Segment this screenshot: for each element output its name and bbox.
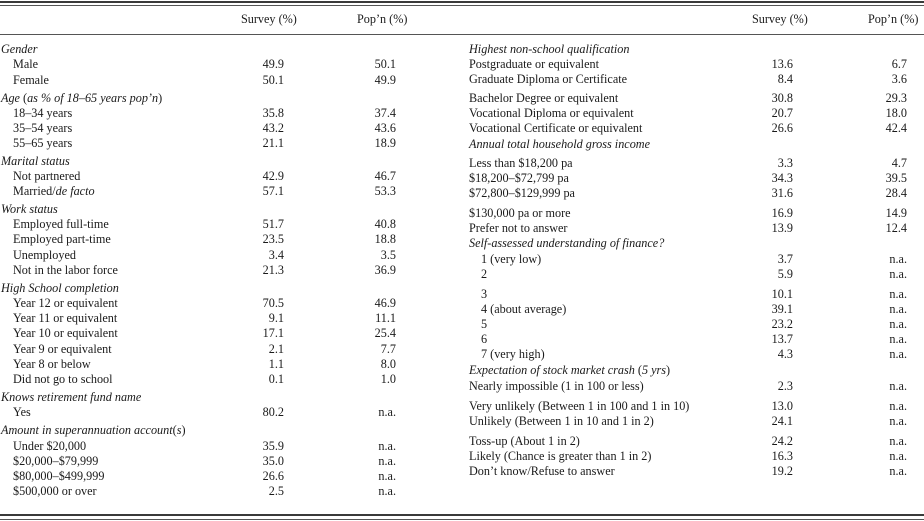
- row-label: Unlikely (Between 1 in 10 and 1 in 2): [469, 414, 654, 428]
- row-label: 4 (about average): [481, 302, 567, 316]
- popn-value: n.a.: [889, 267, 907, 281]
- row-label: $20,000–$79,999: [13, 454, 99, 468]
- survey-value: 19.2: [771, 464, 793, 478]
- popn-value: n.a.: [378, 454, 396, 468]
- popn-value: 18.0: [885, 106, 907, 120]
- popn-value: 4.7: [891, 156, 907, 170]
- group-heading: Work status: [1, 202, 58, 216]
- survey-value: 4.3: [777, 347, 793, 361]
- row-label: Prefer not to answer: [469, 221, 568, 235]
- survey-value: 26.6: [262, 469, 284, 483]
- row-label: 1 (very low): [481, 252, 542, 266]
- survey-value: 26.6: [771, 121, 793, 135]
- survey-value: 13.6: [771, 57, 793, 71]
- row-label: $18,200–$72,799 pa: [469, 171, 569, 185]
- row-label: Vocational Diploma or equivalent: [469, 106, 634, 120]
- survey-value: 50.1: [262, 73, 284, 87]
- popn-value: n.a.: [378, 469, 396, 483]
- group-heading: High School completion: [1, 281, 119, 295]
- row-label: Year 12 or equivalent: [13, 296, 118, 310]
- popn-value: 25.4: [374, 326, 396, 340]
- survey-value: 3.3: [777, 156, 793, 170]
- popn-value: 29.3: [885, 91, 907, 105]
- popn-value: 46.9: [374, 296, 396, 310]
- row-label: Not in the labor force: [13, 263, 118, 277]
- popn-value: n.a.: [378, 405, 396, 419]
- group-heading: Gender: [1, 42, 38, 56]
- popn-value: n.a.: [889, 317, 907, 331]
- survey-value: 5.9: [777, 267, 793, 281]
- survey-value: 24.2: [771, 434, 793, 448]
- survey-value: 13.9: [771, 221, 793, 235]
- left-header-survey: Survey (%): [241, 12, 297, 26]
- popn-value: 28.4: [885, 186, 907, 200]
- popn-value: 8.0: [380, 357, 396, 371]
- row-label: Don’t know/Refuse to answer: [469, 464, 615, 478]
- row-label: 7 (very high): [481, 347, 545, 361]
- popn-value: 43.6: [374, 121, 396, 135]
- popn-value: 12.4: [885, 221, 907, 235]
- row-label: Yes: [13, 405, 31, 419]
- popn-value: 39.5: [885, 171, 907, 185]
- group-heading: Knows retirement fund name: [1, 390, 142, 404]
- survey-value: 8.4: [777, 72, 793, 86]
- survey-value: 24.1: [771, 414, 793, 428]
- group-heading: Age (as % of 18–65 years pop’n): [1, 91, 163, 105]
- survey-value: 23.5: [262, 232, 284, 246]
- popn-value: n.a.: [889, 414, 907, 428]
- popn-value: n.a.: [889, 287, 907, 301]
- row-label: $130,000 pa or more: [469, 206, 571, 220]
- survey-value: 39.1: [771, 302, 793, 316]
- popn-value: 1.0: [380, 372, 396, 386]
- popn-value: 3.5: [380, 248, 396, 262]
- survey-value: 16.3: [771, 449, 793, 463]
- survey-value: 49.9: [262, 57, 284, 71]
- row-label: 3: [481, 287, 488, 301]
- row-label: Toss-up (About 1 in 2): [469, 434, 580, 448]
- row-label: Postgraduate or equivalent: [469, 57, 599, 71]
- survey-value: 57.1: [262, 184, 284, 198]
- survey-value: 16.9: [771, 206, 793, 220]
- survey-value: 1.1: [268, 357, 284, 371]
- survey-value: 10.1: [771, 287, 793, 301]
- popn-value: n.a.: [889, 302, 907, 316]
- row-label: Unemployed: [13, 248, 76, 262]
- row-label: Vocational Certificate or equivalent: [469, 121, 643, 135]
- row-label: 55–65 years: [13, 136, 73, 150]
- row-label: 5: [481, 317, 488, 331]
- row-label: Year 11 or equivalent: [13, 311, 118, 325]
- group-heading: Expectation of stock market crash (5 yrs): [469, 363, 671, 377]
- popn-value: n.a.: [378, 484, 396, 498]
- survey-value: 20.7: [771, 106, 793, 120]
- row-label: Did not go to school: [13, 372, 113, 386]
- row-label: Not partnered: [13, 169, 81, 183]
- popn-value: 18.8: [374, 232, 396, 246]
- row-label: Nearly impossible (1 in 100 or less): [469, 379, 644, 393]
- popn-value: 3.6: [891, 72, 907, 86]
- survey-value: 23.2: [771, 317, 793, 331]
- popn-value: n.a.: [889, 347, 907, 361]
- survey-value: 13.7: [771, 332, 793, 346]
- survey-value: 43.2: [262, 121, 284, 135]
- survey-value: 3.7: [777, 252, 793, 266]
- popn-value: 49.9: [374, 73, 396, 87]
- row-label: Bachelor Degree or equivalent: [469, 91, 619, 105]
- row-label: 6: [481, 332, 488, 346]
- popn-value: 37.4: [374, 106, 396, 120]
- survey-value: 35.8: [262, 106, 284, 120]
- popn-value: n.a.: [889, 449, 907, 463]
- row-label: $80,000–$499,999: [13, 469, 105, 483]
- right-header-popn: Pop’n (%): [868, 12, 919, 26]
- survey-value: 3.4: [268, 248, 284, 262]
- popn-value: n.a.: [889, 434, 907, 448]
- row-label: Female: [13, 73, 49, 87]
- survey-value: 35.9: [262, 439, 284, 453]
- survey-value: 2.1: [268, 342, 284, 356]
- popn-value: n.a.: [889, 464, 907, 478]
- survey-value: 9.1: [268, 311, 284, 325]
- survey-value: 17.1: [262, 326, 284, 340]
- row-label: Less than $18,200 pa: [469, 156, 573, 170]
- popn-value: 11.1: [375, 311, 396, 325]
- row-label: $500,000 or over: [13, 484, 97, 498]
- survey-value: 30.8: [771, 91, 793, 105]
- survey-value: 35.0: [262, 454, 284, 468]
- survey-value: 34.3: [771, 171, 793, 185]
- row-label: Year 8 or below: [13, 357, 91, 371]
- survey-value: 31.6: [771, 186, 793, 200]
- group-heading: Annual total household gross income: [469, 137, 650, 151]
- left-header-popn: Pop’n (%): [357, 12, 408, 26]
- survey-value: 80.2: [262, 405, 284, 419]
- row-label: Employed full-time: [13, 217, 109, 231]
- right-header-survey: Survey (%): [752, 12, 808, 26]
- survey-value: 2.5: [268, 484, 284, 498]
- popn-value: 50.1: [374, 57, 396, 71]
- popn-value: n.a.: [378, 439, 396, 453]
- group-heading: Amount in superannuation account(s): [1, 423, 186, 437]
- popn-value: n.a.: [889, 252, 907, 266]
- group-heading: Marital status: [1, 154, 70, 168]
- popn-value: 7.7: [380, 342, 396, 356]
- popn-value: 46.7: [374, 169, 396, 183]
- popn-value: 18.9: [374, 136, 396, 150]
- group-heading: Highest non-school qualification: [469, 42, 630, 56]
- group-heading: Self-assessed understanding of finance?: [469, 236, 665, 250]
- row-label: $72,800–$129,999 pa: [469, 186, 575, 200]
- row-label: Married/de facto: [13, 184, 95, 198]
- popn-value: 14.9: [885, 206, 907, 220]
- row-label: Graduate Diploma or Certificate: [469, 72, 628, 86]
- popn-value: n.a.: [889, 332, 907, 346]
- survey-value: 21.1: [262, 136, 284, 150]
- row-label: 2: [481, 267, 488, 281]
- survey-value: 70.5: [262, 296, 284, 310]
- row-label: Male: [13, 57, 39, 71]
- popn-value: 6.7: [891, 57, 907, 71]
- popn-value: 53.3: [374, 184, 396, 198]
- survey-value: 21.3: [262, 263, 284, 277]
- popn-value: n.a.: [889, 379, 907, 393]
- popn-value: 42.4: [885, 121, 907, 135]
- survey-value: 0.1: [268, 372, 284, 386]
- popn-value: 40.8: [374, 217, 396, 231]
- row-label: 35–54 years: [13, 121, 73, 135]
- survey-value: 51.7: [262, 217, 284, 231]
- popn-value: 36.9: [374, 263, 396, 277]
- row-label: Employed part-time: [13, 232, 111, 246]
- survey-value: 13.0: [771, 399, 793, 413]
- row-label: Year 10 or equivalent: [13, 326, 118, 340]
- popn-value: n.a.: [889, 399, 907, 413]
- survey-value: 2.3: [777, 379, 793, 393]
- survey-value: 42.9: [262, 169, 284, 183]
- row-label: Very unlikely (Between 1 in 100 and 1 in 10): [469, 399, 690, 413]
- row-label: 18–34 years: [13, 106, 73, 120]
- row-label: Likely (Chance is greater than 1 in 2): [469, 449, 652, 463]
- row-label: Year 9 or equivalent: [13, 342, 112, 356]
- row-label: Under $20,000: [13, 439, 87, 453]
